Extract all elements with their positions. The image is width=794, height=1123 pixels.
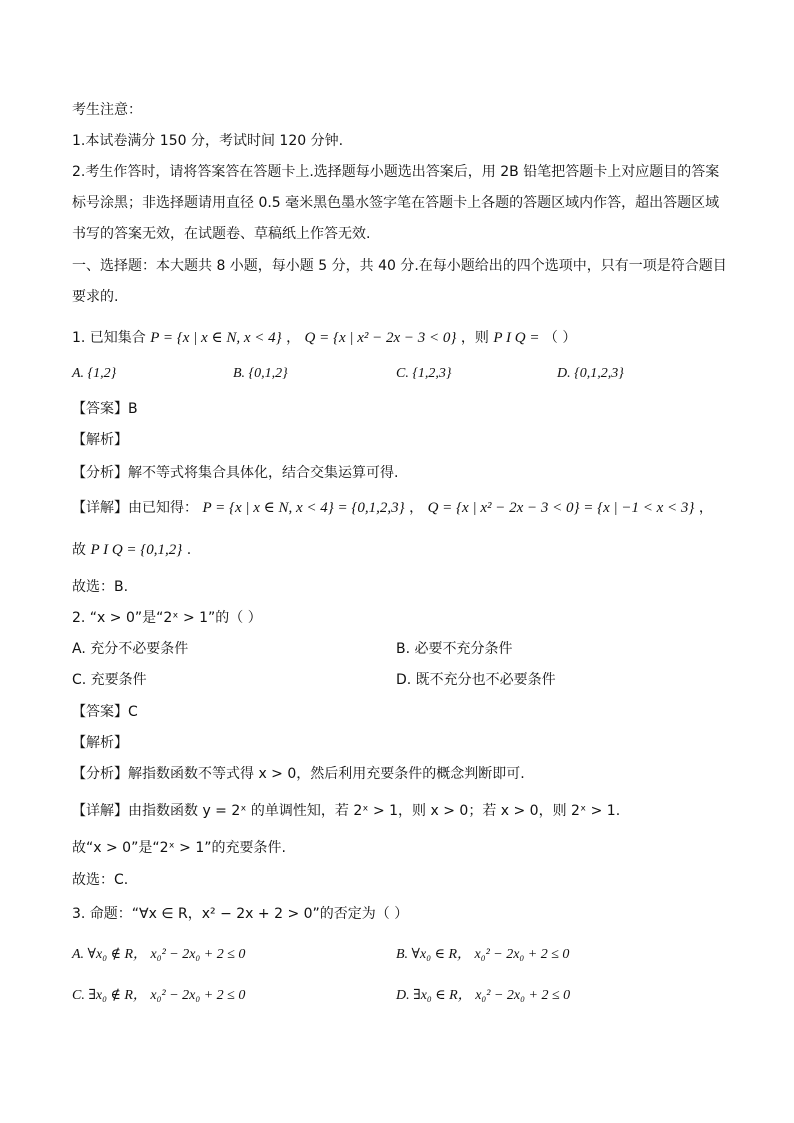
question-1-solution-P: P = {x | x ∈ N, x < 4} = {0,1,2,3} [202, 500, 405, 516]
question-3-stem: 3. 命题：“∀x ∈ R，x² − 2x + 2 > 0”的否定为（ ） [72, 906, 409, 922]
question-1-set-Q: Q = {x | x² − 2x − 3 < 0} [304, 330, 457, 346]
question-1-answer: 【答案】B [72, 401, 138, 417]
question-1-conclusion-gu: 故 [72, 542, 86, 558]
question-1-solution-label: 【详解】由已知得： [72, 500, 198, 516]
question-1-jiexi-label: 【解析】 [72, 432, 128, 448]
question-1-solution-Q: Q = {x | x² − 2x − 3 < 0} = {x | −1 < x < 3} [427, 500, 695, 516]
question-2-option-c: C. 充要条件 [72, 672, 147, 688]
question-2-answer: 【答案】C [72, 704, 138, 720]
question-3-option-a: A. ∀x₀ ∉ R， x₀² − 2x₀ + 2 ≤ 0 [72, 947, 246, 962]
question-2-option-a: A. 充分不必要条件 [72, 641, 189, 657]
question-3-option-d: D. ∃x₀ ∈ R， x₀² − 2x₀ + 2 ≤ 0 [396, 988, 571, 1003]
question-1-analysis: 【分析】解不等式将集合具体化，结合交集运算可得. [72, 465, 399, 481]
notice-item-2-line-3: 书写的答案无效，在试题卷、草稿纸上作答无效. [72, 226, 371, 242]
section-heading-line-2: 要求的. [72, 289, 119, 305]
notice-item-2-line-2: 标号涂黑；非选择题请用直径 0.5 毫米黑色墨水签字笔在答题卡上各题的答题区域内作答，超出答题区域 [72, 195, 720, 211]
question-2-jiexi-label: 【解析】 [72, 735, 128, 751]
question-2-stem: 2. “x > 0”是“2ˣ > 1”的（ ） [72, 610, 262, 626]
question-1-set-P: P = {x | x ∈ N, x < 4} [150, 330, 282, 346]
question-1-conclusion-math: P I Q = {0,1,2} [90, 542, 183, 558]
question-1-solution-end: ， [698, 500, 713, 516]
question-2-option-d: D. 既不充分也不必要条件 [396, 672, 556, 688]
question-1-intersection: P I Q = [493, 330, 540, 346]
section-heading-line-1: 一、选择题：本大题共 8 小题，每小题 5 分，共 40 分.在每小题给出的四个选项中，只有一项是符合题目 [72, 258, 727, 274]
question-1-option-c: C. {1,2,3} [396, 366, 452, 381]
question-1-stem-text: 1. 已知集合 [72, 330, 146, 346]
question-2-choice: 故选：C. [72, 872, 129, 888]
question-1-solution-sep: ， [409, 500, 424, 516]
question-3-option-b: B. ∀x₀ ∈ R， x₀² − 2x₀ + 2 ≤ 0 [396, 947, 570, 962]
question-2-option-b: B. 必要不充分条件 [396, 641, 513, 657]
question-2-solution: 【详解】由指数函数 y = 2ˣ 的单调性知，若 2ˣ > 1，则 x > 0；若 x > 0，则 2ˣ > 1. [72, 803, 621, 819]
question-1-conclusion [72, 540, 191, 560]
question-1-stem [72, 328, 576, 348]
question-1-option-a: A. {1,2} [72, 366, 117, 381]
question-1-solution [72, 498, 713, 518]
question-1-choice: 故选：B. [72, 579, 129, 595]
question-1-option-d: D. {0,1,2,3} [557, 366, 624, 381]
question-1-option-b: B. {0,1,2} [233, 366, 288, 381]
question-2-conclusion: 故“x > 0”是“2ˣ > 1”的充要条件. [72, 840, 286, 856]
question-1-stem-then: ，则 [460, 330, 489, 346]
notice-title: 考生注意： [72, 102, 142, 118]
notice-item-2-line-1: 2.考生作答时，请将答案答在答题卡上.选择题每小题选出答案后，用 2B 铅笔把答题卡上对应题目的答案 [72, 164, 720, 180]
question-1-answer-paren: （ ） [543, 330, 577, 346]
question-3-option-c: C. ∃x₀ ∉ R， x₀² − 2x₀ + 2 ≤ 0 [72, 988, 246, 1003]
question-1-separator: ， [286, 330, 301, 346]
question-1-conclusion-end: . [186, 542, 192, 558]
question-2-analysis: 【分析】解指数函数不等式得 x > 0，然后利用充要条件的概念判断即可. [72, 766, 525, 782]
notice-item-1: 1.本试卷满分 150 分，考试时间 120 分钟. [72, 133, 344, 149]
